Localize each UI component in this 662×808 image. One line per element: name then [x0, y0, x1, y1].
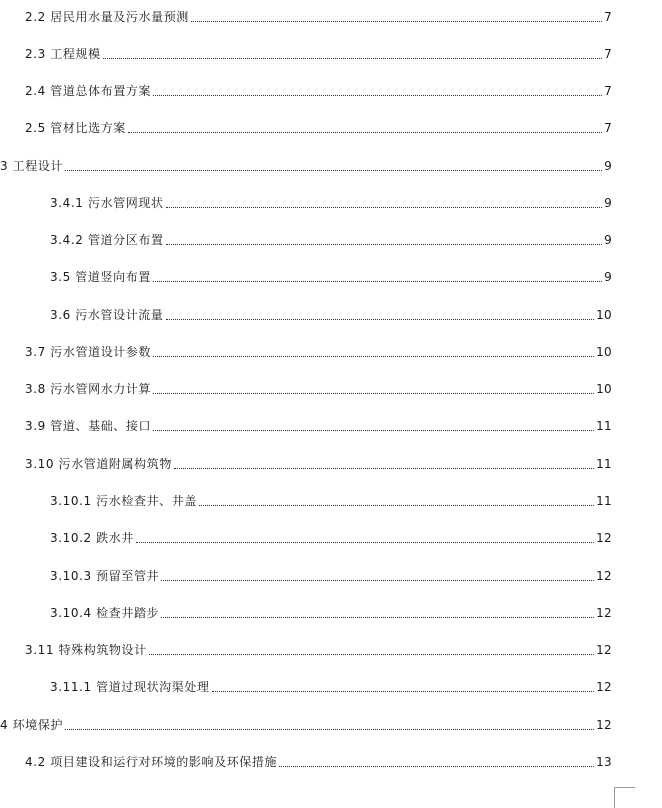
- toc-entry[interactable]: [50, 191, 612, 211]
- toc-entry-page: 12: [596, 569, 612, 583]
- toc-entry[interactable]: [25, 452, 612, 472]
- toc-entry-title: 2.3 工程规模: [25, 47, 101, 61]
- toc-entry-title: 3.10.1 污水检查井、井盖: [50, 494, 197, 508]
- toc-entry-title: 3.11 特殊构筑物设计: [25, 643, 147, 657]
- toc-entry-page: 12: [596, 643, 612, 657]
- toc-entry[interactable]: [50, 489, 612, 509]
- toc-entry[interactable]: [25, 340, 612, 360]
- toc-entry-page: 7: [604, 10, 612, 24]
- toc-entry-title: 3.10.3 预留至管井: [50, 569, 160, 583]
- toc-entry-title: 3 工程设计: [0, 159, 64, 173]
- toc-entry-title: 3.10.4 检查井踏步: [50, 606, 160, 620]
- toc-entry-page: 11: [596, 419, 612, 433]
- toc-entry[interactable]: [50, 601, 612, 621]
- toc-entry-page: 10: [596, 345, 612, 359]
- toc-entry[interactable]: [50, 228, 612, 248]
- dot-leader: [153, 356, 594, 357]
- toc-entry-title: 2.5 管材比选方案: [25, 121, 126, 135]
- page-corner-mark: [614, 787, 635, 808]
- toc-entry-title: 3.8 污水管网水力计算: [25, 382, 152, 396]
- toc-entry-page: 9: [604, 196, 612, 210]
- dot-leader: [166, 207, 603, 208]
- toc-entry[interactable]: [25, 638, 612, 658]
- toc-entry-title: 4 环境保护: [0, 718, 64, 732]
- toc-entry-page: 10: [596, 382, 612, 396]
- dot-leader: [161, 580, 594, 581]
- dot-leader: [279, 766, 594, 767]
- toc-entry[interactable]: [0, 154, 612, 174]
- toc-entry-page: 7: [604, 84, 612, 98]
- toc-entry-title: 3.10 污水管道附属构筑物: [25, 457, 172, 471]
- toc-entry-page: 12: [596, 606, 612, 620]
- toc-entry-page: 12: [596, 680, 612, 694]
- toc-entry-page: 7: [604, 121, 612, 135]
- toc-entry[interactable]: [50, 265, 612, 285]
- toc-entry-page: 13: [596, 755, 612, 769]
- toc-entry[interactable]: [50, 675, 612, 695]
- toc-entry-page: 9: [604, 233, 612, 247]
- toc-entry-title: 3.11.1 管道过现状沟渠处理: [50, 680, 210, 694]
- toc-entry-page: 11: [596, 494, 612, 508]
- toc-entry-title: 3.6 污水管设计流量: [50, 308, 164, 322]
- toc-entry-page: 12: [596, 718, 612, 732]
- toc-entry[interactable]: [25, 116, 612, 136]
- toc-entry[interactable]: [0, 713, 612, 733]
- dot-leader: [136, 542, 594, 543]
- toc-entry-title: 4.2 项目建设和运行对环境的影响及环保措施: [25, 755, 278, 769]
- toc-entry[interactable]: [25, 5, 612, 25]
- dot-leader: [65, 729, 594, 730]
- toc-entry[interactable]: [25, 42, 612, 62]
- toc-entry[interactable]: [50, 564, 612, 584]
- dot-leader: [153, 430, 594, 431]
- dot-leader: [161, 617, 594, 618]
- toc-entry-page: 12: [596, 531, 612, 545]
- dot-leader: [199, 505, 594, 506]
- dot-leader: [103, 58, 602, 59]
- dot-leader: [191, 21, 602, 22]
- toc-entry-title: 2.2 居民用水量及污水量预测: [25, 10, 189, 24]
- toc-entry[interactable]: [25, 750, 612, 770]
- toc-entry-page: 11: [596, 457, 612, 471]
- dot-leader: [149, 654, 594, 655]
- dot-leader: [166, 319, 595, 320]
- dot-leader: [212, 691, 595, 692]
- dot-leader: [128, 132, 602, 133]
- toc-entry[interactable]: [50, 303, 612, 323]
- toc-entry[interactable]: [25, 414, 612, 434]
- toc-entry-title: 2.4 管道总体布置方案: [25, 84, 152, 98]
- toc-entry-title: 3.7 污水管道设计参数: [25, 345, 152, 359]
- toc-entry-title: 3.10.2 跌水井: [50, 531, 134, 545]
- toc-entry-page: 7: [604, 47, 612, 61]
- toc-entry-title: 3.4.1 污水管网现状: [50, 196, 164, 210]
- dot-leader: [174, 468, 594, 469]
- toc-entry-title: 3.9 管道、基础、接口: [25, 419, 152, 433]
- dot-leader: [153, 393, 594, 394]
- toc-entry[interactable]: [25, 79, 612, 99]
- toc-entry[interactable]: [50, 526, 612, 546]
- dot-leader: [153, 95, 602, 96]
- toc-entry-page: 9: [604, 159, 612, 173]
- dot-leader: [166, 244, 603, 245]
- dot-leader: [153, 281, 602, 282]
- toc-entry-title: 3.4.2 管道分区布置: [50, 233, 164, 247]
- toc-entry-title: 3.5 管道竖向布置: [50, 270, 151, 284]
- dot-leader: [65, 170, 602, 171]
- toc-entry[interactable]: [25, 377, 612, 397]
- toc-entry-page: 9: [604, 270, 612, 284]
- toc-entry-page: 10: [596, 308, 612, 322]
